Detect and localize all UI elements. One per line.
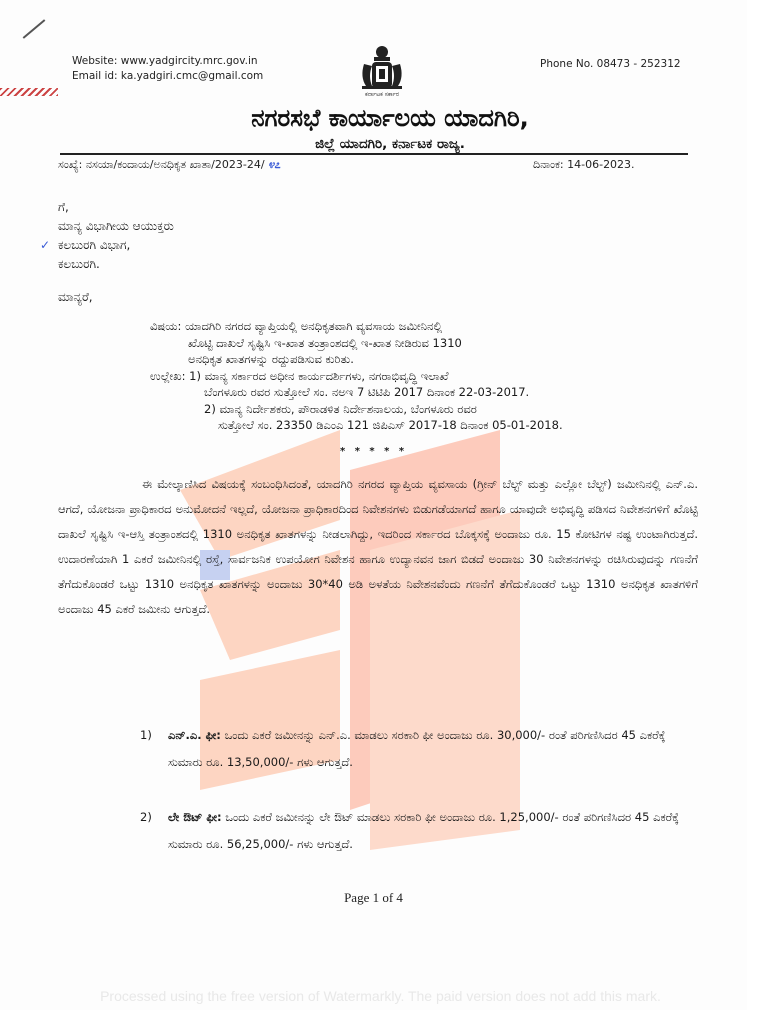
subject-line3: ಅನಧಿಕೃತ ಖಾತಗಳನ್ನು ರದ್ದುಪಡಿಸುವ ಕುರಿತು. <box>188 352 354 366</box>
red-stamp-edge <box>0 88 58 96</box>
office-subtitle: ಜಿಲ್ಲೆ ಯಾದಗಿರಿ, ಕರ್ನಾಟಕ ರಾಜ್ಯ. <box>315 136 465 152</box>
reference1-line1: ಉಲ್ಲೇಖ: 1) ಮಾನ್ಯ ಸರ್ಕಾರದ ಅಧೀನ ಕಾರ್ಯದರ್ಶಿಗಳು, ನಗರಾಭಿವೃದ್ಧಿ ಇಲಾಖೆ <box>150 368 449 383</box>
list-item-label: ಎನ್.ಎ. ಫೀ: <box>168 728 221 742</box>
watermark-notice: Processed using the free version of Watermarkly. The paid version does not add this mark. <box>100 988 661 1004</box>
list-item <box>140 804 700 858</box>
subject-block <box>150 318 690 434</box>
reference-number <box>58 158 280 172</box>
reference2-line1: 2) ಮಾನ್ಯ ನಿರ್ದೇಶಕರು, ಪೌರಾಡಳಿತ ನಿರ್ದೇಶನಾಲಯ, ಬೆಂಗಳೂರು ರವರ <box>204 401 477 416</box>
list-item-label: ಲೇ ಔಟ್ ಫೀ: <box>168 810 222 824</box>
page-number: Page 1 of 4 <box>344 890 403 905</box>
handwritten-tick-icon: ✓ <box>40 238 51 252</box>
list-item-number: 2) <box>140 810 152 824</box>
website-text: Website: www.yadgircity.mrc.gov.in <box>72 55 258 67</box>
office-title: ನಗರಸಭೆ ಕಾರ್ಯಾಲಯ ಯಾದಗಿರಿ, <box>251 104 529 132</box>
addressee-block <box>58 198 174 274</box>
letter-date: ದಿನಾಂಕ: 14-06-2023. <box>533 158 635 171</box>
addressee-line1: ಮಾನ್ಯ ವಿಭಾಗೀಯ ಆಯುಕ್ತರು <box>58 219 174 233</box>
header-divider <box>60 153 688 155</box>
reference-text: ಸಂಖ್ಯೆ: ನಸಯಾ/ಕಂದಾಯ/ಅನಧಿಕೃತ ಖಾತಾ/2023-24/ <box>58 158 265 171</box>
emblem-caption: ಕರ್ನಾಟಕ ಸರ್ಕಾರ <box>364 91 400 98</box>
body-paragraph: ಈ ಮೇಲ್ಕಾಣಿಸಿದ ವಿಷಯಕ್ಕೆ ಸಂಬಂಧಿಸಿದಂತೆ, ಯಾದಗಿರಿ ನಗರದ ವ್ಯಾಪ್ತಿಯ ವ್ಯವಸಾಯ (ಗ್ರೀನ್ ಬೆಲ್ಟ್ ಮತ್ತು ಎಲ್ಲೋ ಬೆಲ್ಟ್) ಜಮೀನಿನಲ್ಲಿ ಎನ್.ಎ. ಆಗದೆ, ಯೋಜನಾ ಪ್ರಾಧಿಕಾರದ ಅನುಮೋದನೆ ಇಲ್ಲದೆ, ಯೋಜನಾ ಪ್ರಾಧಿಕಾರದಿಂದ ನಿವೇಶನಗಳು ಬಿಡುಗಡೆಯಾಗದೆ ಹಾಗೂ ಯಾವುದೇ ಅಭಿವೃದ್ಧಿ ಪಡಿಸದ ನಿವೇಶನಗಳಿಗೆ ಖೊಟ್ಟಿ ದಾಖಲೆ ಸೃಷ್ಟಿಸಿ ಇ-ಆಸ್ತಿ ತಂತ್ರಾಂಶದಲ್ಲಿ 1310 ಅನಧಿಕೃತ ಖಾತಗಳನ್ನು ನೀಡಲಾಗಿದ್ದು, ಇದರಿಂದ ಸರ್ಕಾರದ ಬೊಕ್ಕಸಕ್ಕೆ ಅಂದಾಜು ರೂ. 15 ಕೋಟಿಗಳ ನಷ್ಟ ಉಂಟಾಗಿರುತ್ತದೆ. ಉದಾರಣೆಯಾಗಿ 1 ಎಕರೆ ಜಮೀನಿನಲ್ಲಿ ರಸ್ತೆ, ಸಾರ್ವಜನಿಕ ಉಪಯೋಗ ನಿವೇಶನ ಹಾಗೂ ಉದ್ಯಾನವನ ಜಾಗ ಬಿಡದೆ ಅಂದಾಜು 30 ನಿವೇಶನಗಳನ್ನು ರಚಿಸಿರುವುದನ್ನು ಗಣನೆಗೆ ತೆಗೆದುಕೊಂಡರೆ ಒಟ್ಟು 1310 ಅನಧಿಕೃತ ಖಾತಗಳನ್ನು ಅಂದಾಜು 30*40 ಅಡಿ ಅಳತೆಯ ನಿವೇಶನವೆಂದು ಗಣನೆಗೆ ತೆಗೆದುಕೊಂಡರೆ ಒಟ್ಟು 1310 ಅನಧಿಕೃತ ಖಾತಗಳಿಗೆ ಅಂದಾಜು 45 ಎಕರೆ ಜಮೀನು ಆಗುತ್ತದೆ. <box>58 477 698 616</box>
addressee-line3: ಕಲಬುರಗಿ. <box>58 257 100 271</box>
letter-body <box>58 472 698 622</box>
phone-number: Phone No. 08473 - 252312 <box>540 58 681 70</box>
list-item-text: ಒಂದು ಎಕರೆ ಜಮೀನನ್ನು ಲೇ ಔಟ್ ಮಾಡಲು ಸರಕಾರಿ ಫೀ ಅಂದಾಜು ರೂ. 1,25,000/- ರಂತೆ ಪರಿಗಣಿಸಿದರ 45 ಎಕರೆಕ್ಕೆ ಸುಮಾರು ರೂ. 56,25,000/- ಗಳು ಆಗುತ್ತದೆ. <box>168 810 679 851</box>
scan-mark <box>23 19 46 39</box>
email-text: Email id: ka.yadgiri.cmc@gmail.com <box>72 70 264 82</box>
list-item-text: ಒಂದು ಎಕರೆ ಜಮೀನನ್ನು ಎನ್.ಎ. ಮಾಡಲು ಸರಕಾರಿ ಫೀ ಅಂದಾಜು ರೂ. 30,000/- ರಂತೆ ಪರಿಗಣಿಸಿದರ 45 ಎಕರೆಕ್ಕೆ ಸುಮಾರು ರೂ. 13,50,000/- ಗಳು ಆಗುತ್ತದೆ. <box>168 728 666 769</box>
separator-stars: * * * * * <box>340 446 408 457</box>
subject-line1: ವಿಷಯ: ಯಾದಗಿರಿ ನಗರದ ವ್ಯಾಪ್ತಿಯಲ್ಲಿ ಅನಧಿಕೃತವಾಗಿ ವ್ಯವಸಾಯ ಜಮೀನಿನಲ್ಲಿ <box>150 319 443 333</box>
list-item <box>140 722 700 776</box>
subject-line2: ಖೊಟ್ಟಿ ದಾಖಲೆ ಸೃಷ್ಟಿಸಿ ಇ-ಖಾತ ತಂತ್ರಾಂಶದಲ್ಲಿ ಇ-ಖಾತ ನೀಡಿರುವ 1310 <box>188 335 462 350</box>
salutation: ಮಾನ್ಯರೆ, <box>58 290 93 304</box>
header-contact <box>72 54 263 84</box>
list-item-number: 1) <box>140 728 152 742</box>
reference1-line2: ಬೆಂಗಳೂರು ರವರ ಸುತ್ತೋಲೆ ಸಂ. ನಅಇ 7 ಟಿಟಿಪಿ 2017 ದಿನಾಂಕ 22-03-2017. <box>204 385 530 399</box>
reference2-line2: ಸುತ್ತೋಲೆ ಸಂ. 23350 ಡಿಎಂಎ 121 ಜಿಪಿಎಸ್ 2017-18 ದಿನಾಂಕ 05-01-2018. <box>218 418 563 432</box>
to-label: ಗೆ, <box>58 200 69 214</box>
addressee-line2: ಕಲಬುರಗಿ ವಿಭಾಗ, <box>58 238 131 252</box>
handwritten-number: ೪೭ <box>268 158 281 171</box>
